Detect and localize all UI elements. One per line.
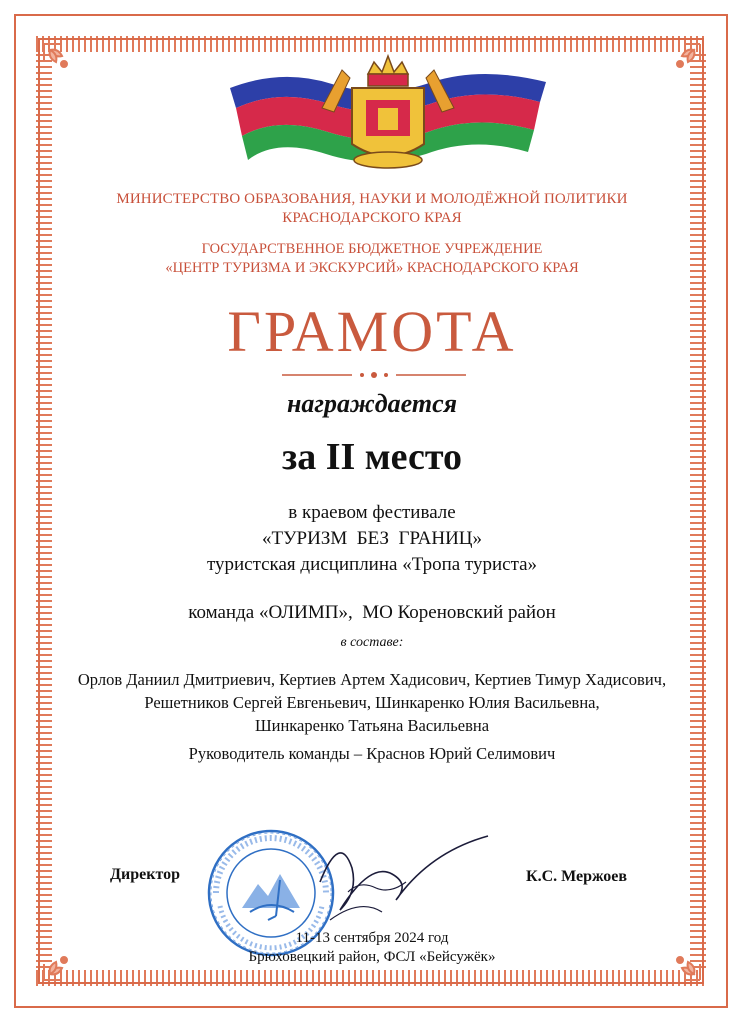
team-name: команда «ОЛИМП», МО Кореновский район: [188, 602, 556, 623]
ministry-name: [0, 190, 744, 228]
certificate-title: ГРАМОТА: [227, 299, 517, 364]
award-place: за II место: [281, 436, 463, 478]
corner-ornament-icon: [658, 40, 704, 86]
ministry-name-line: МИНИСТЕРСТВО ОБРАЗОВАНИЯ, НАУКИ И МОЛОДЁЖНОЙ ПОЛИТИКИ: [116, 191, 628, 207]
festival-discipline: туристская дисциплина «Тропа туриста»: [206, 554, 538, 575]
event-venue: Брюховецкий район, ФСЛ «Бейсужёк»: [248, 949, 496, 965]
institution-name-line: ГОСУДАРСТВЕННОЕ БЮДЖЕТНОЕ УЧРЕЖДЕНИЕ: [201, 241, 543, 257]
ministry-name-line: КРАСНОДАРСКОГО КРАЯ: [282, 210, 462, 226]
seal-text: [0, 0, 1, 1]
festival-info: [0, 500, 744, 578]
festival-name: «ТУРИЗМ БЕЗ ГРАНИЦ»: [261, 528, 483, 549]
awarded-label: награждается: [286, 389, 458, 418]
krasnodar-krai-coat-of-arms-icon: [222, 48, 554, 176]
team-leader: Руководитель команды – Краснов Юрий Селимович: [188, 744, 556, 763]
members-line: Орлов Даниил Дмитриевич, Кертиев Артем Хадисович, Кертиев Тимур Хадисович,: [77, 670, 667, 689]
institution-name: [0, 240, 744, 278]
team-members: [0, 668, 744, 737]
ornamental-divider-icon: [282, 368, 466, 382]
festival-line: в краевом фестивале: [288, 502, 456, 523]
composition-label: в составе:: [340, 635, 404, 650]
director-name: К.С. Мержоев: [526, 868, 627, 885]
members-line: Шинкаренко Татьяна Васильевна: [254, 716, 490, 735]
institution-name-line: «ЦЕНТР ТУРИЗМА И ЭКСКУРСИЙ» КРАСНОДАРСКОГО КРАЯ: [165, 260, 579, 276]
members-line: Решетников Сергей Евгеньевич, Шинкаренко Юлия Васильевна,: [144, 693, 600, 712]
handwritten-signature-icon: [300, 822, 490, 932]
event-date: 11-13 сентября 2024 год: [295, 930, 449, 946]
director-label: Директор: [110, 866, 180, 883]
corner-ornament-icon: [40, 40, 86, 86]
